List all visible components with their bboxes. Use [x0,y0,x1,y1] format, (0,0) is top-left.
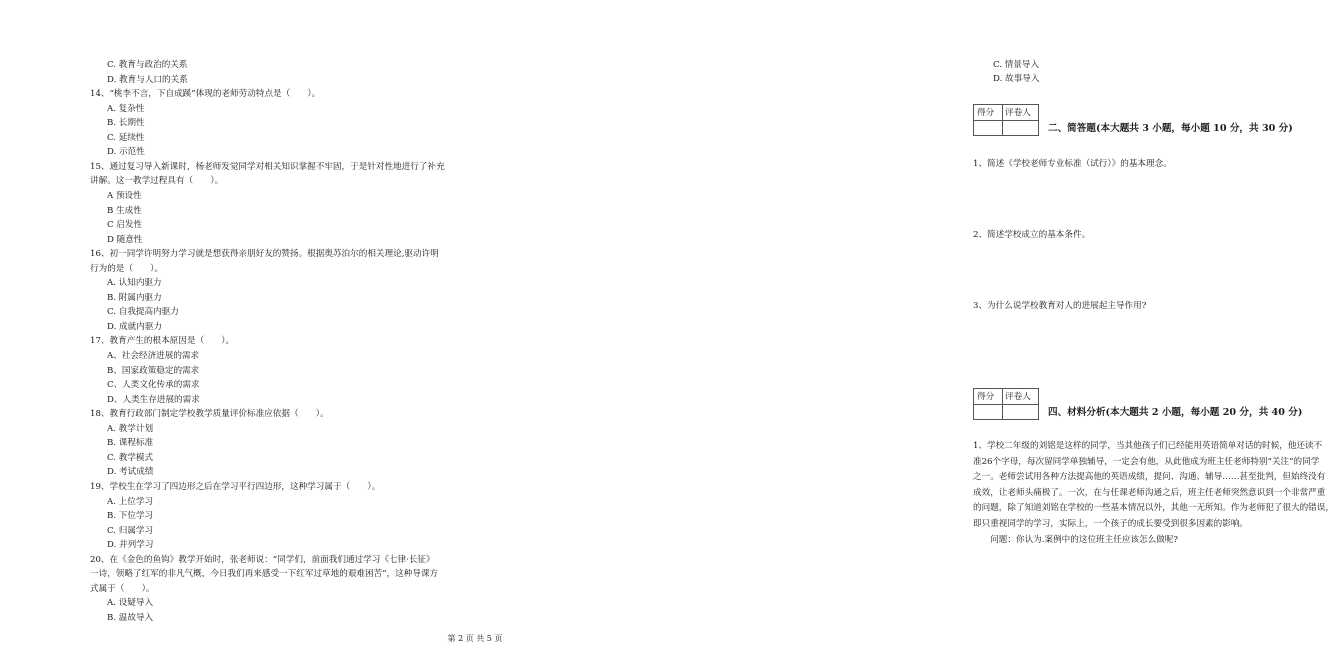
option-c: C. 情景导入 [993,60,1040,70]
question-stem-continued: 式属于（ ）。 [90,583,155,594]
question-stem: 16、初一同学许明努力学习就是想获得亲朋好友的赞扬。根据奥苏泊尔的相关理论,驱动许明 [90,249,439,260]
section-4-title: 四、材料分析(本大题共 2 小题，每小题 20 分，共 40 分) [1048,407,1303,418]
grader-label: 评卷人 [1005,392,1031,402]
answer-option: A、社会经济进展的需求 [107,351,200,361]
answer-option: C. 归属学习 [107,525,154,536]
question-stem: 14、“桃李不言，下自成蹊”体现的老师劳动特点是（ ）。 [90,89,321,100]
short-answer-3: 3、为什么说学校教育对人的进展起主导作用? [973,301,1147,311]
answer-option: D. 成就内驱力 [107,321,163,332]
answer-option: B、国家政策稳定的需求 [107,365,200,376]
question-stem: 18、教育行政部门制定学校教学质量评价标准应依据（ ）。 [90,409,329,420]
answer-option: C. 延续性 [107,132,145,143]
score-box-2 [973,388,1039,420]
material-line: 问题：你认为.案例中的这位班主任应该怎么做呢? [973,534,1178,545]
answer-option: C. 教学模式 [107,452,154,463]
material-line: 之一。老师尝试用各种方法提高他的英语成绩，提问、沟通、辅导……甚至批判，但始终没有 [973,472,1326,483]
answer-option: D. 考试成绩 [107,467,154,478]
answer-option: A. 设疑导入 [107,598,154,609]
question-stem: 17、教育产生的根本原因是（ ）。 [90,336,235,347]
answer-option: C. 教育与政治的关系 [107,60,188,70]
answer-option: A. 认知内驱力 [107,278,162,289]
score-label: 得分 [977,108,995,118]
material-line: 准26个字母，每次留同学单独辅导，一定会有他，从此他成为班主任老师特别“关注”的同学 [973,456,1320,467]
question-stem: 20、在《金色的鱼钩》教学开始时，张老师说：“同学们，前面我们通过学习《七律·长征》 [90,554,435,565]
score-label: 得分 [977,392,995,402]
material-line: 成效，让老师头痛极了。一次，在与任课老师沟通之后，班主任老师突然意识到一个非常严重 [973,487,1326,498]
material-line: 的问题，除了知道刘铭在学校的一些基本情况以外，其他一无所知。作为老师犯了很大的错误， [973,503,1334,514]
grader-label: 评卷人 [1005,108,1031,118]
material-line: 即只重视同学的学习，实际上，一个孩子的成长要受到很多因素的影响。 [973,519,1249,529]
answer-option: A. 教学计划 [107,423,154,434]
answer-option: B. 课程标准 [107,438,154,449]
answer-option: C 启发性 [107,220,143,231]
option-d: D. 故事导入 [993,74,1040,84]
question-stem-continued: 一诗，领略了红军的非凡气概，今日我们再来感受一下红军过草地的艰难困苦”，这种导课方 [90,569,439,580]
question-stem-continued: 行为的是（ ）。 [90,263,164,274]
score-box [973,104,1039,136]
answer-option: B 生成性 [107,205,142,216]
answer-option: B. 温故导入 [107,612,154,623]
answer-option: D、人类生存进展的需求 [107,394,200,405]
answer-option: D. 教育与人口的关系 [107,74,188,85]
answer-option: B. 附属内驱力 [107,292,162,303]
page-footer: 第 2 页 共 5 页 [447,634,503,643]
answer-option: B. 长期性 [107,118,145,129]
answer-option: C、人类文化传承的需求 [107,380,200,391]
question-stem-continued: 讲解。这一教学过程具有（ ）。 [90,176,224,187]
answer-option: B. 下位学习 [107,511,154,522]
material-line: 1、学校二年级的刘铭是这样的同学，当其他孩子们已经能用英语简单对话的时候，他还读不 [973,441,1323,451]
answer-option: A. 上位学习 [107,496,154,507]
short-answer-2: 2、简述学校成立的基本条件。 [973,230,1091,240]
answer-option: C. 自我提高内驱力 [107,307,179,318]
question-stem: 15、通过复习导入新课时，杨老师发觉同学对相关知识掌握不牢固，于是针对性地进行了补充 [90,161,445,172]
answer-option: D. 示范性 [107,147,145,158]
answer-option: A 预设性 [107,190,142,201]
answer-option: D. 并列学习 [107,540,154,551]
section-2-title: 二、简答题(本大题共 3 小题，每小题 10 分，共 30 分) [1048,123,1293,134]
short-answer-1: 1、简述《学校老师专业标准（试行）》的基本理念。 [973,159,1172,169]
answer-option: A. 复杂性 [107,103,145,114]
answer-option: D 随意性 [107,234,143,245]
question-stem: 19、学校生在学习了四边形之后在学习平行四边形，这种学习属于（ ）。 [90,481,381,492]
